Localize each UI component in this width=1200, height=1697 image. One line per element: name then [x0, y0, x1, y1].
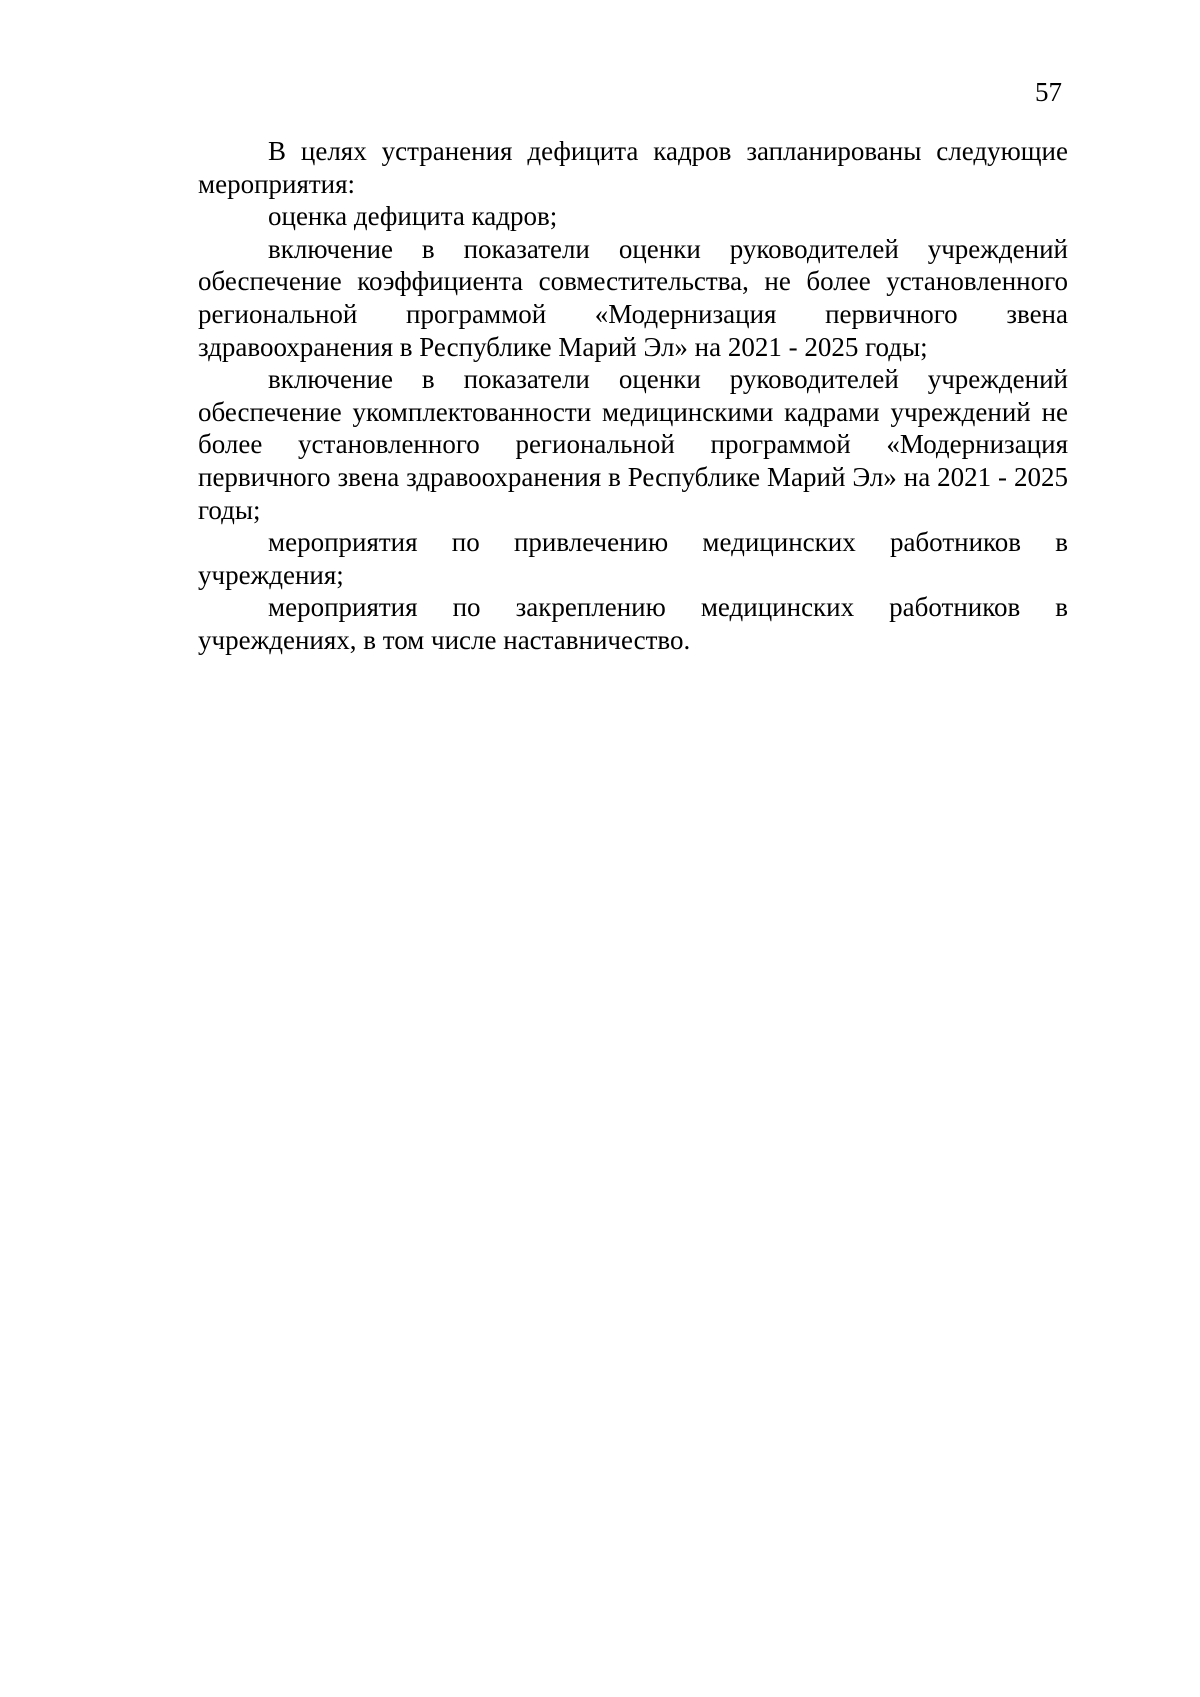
paragraph-intro: В целях устранения дефицита кадров запланированы следующие мероприятия: [198, 136, 1068, 199]
paragraph-item-staffing-level: включение в показатели оценки руководителей учреждений обеспечение укомплектованности медицинскими кадрами учреждений не более установленного региональной программой «Модернизация первичного звена здравоохранения в Республике Марий Эл» на 2021 - 2025 годы; [198, 364, 1068, 525]
paragraph-item-combination-coefficient: включение в показатели оценки руководителей учреждений обеспечение коэффициента совместительства, не более установленного региональной программой «Модернизация первичного звена здравоохранения в Республике Марий Эл» на 2021 - 2025 годы; [198, 233, 1068, 362]
paragraph-item-deficit-assessment: оценка дефицита кадров; [268, 201, 558, 232]
document-body [198, 135, 1068, 657]
page-number: 57 [1035, 77, 1062, 107]
paragraph-item-retention: мероприятия по закреплению медицинских работников в учреждениях, в том числе наставничество. [198, 592, 1068, 655]
paragraph-item-attraction: мероприятия по привлечению медицинских работников в учреждения; [198, 527, 1068, 590]
